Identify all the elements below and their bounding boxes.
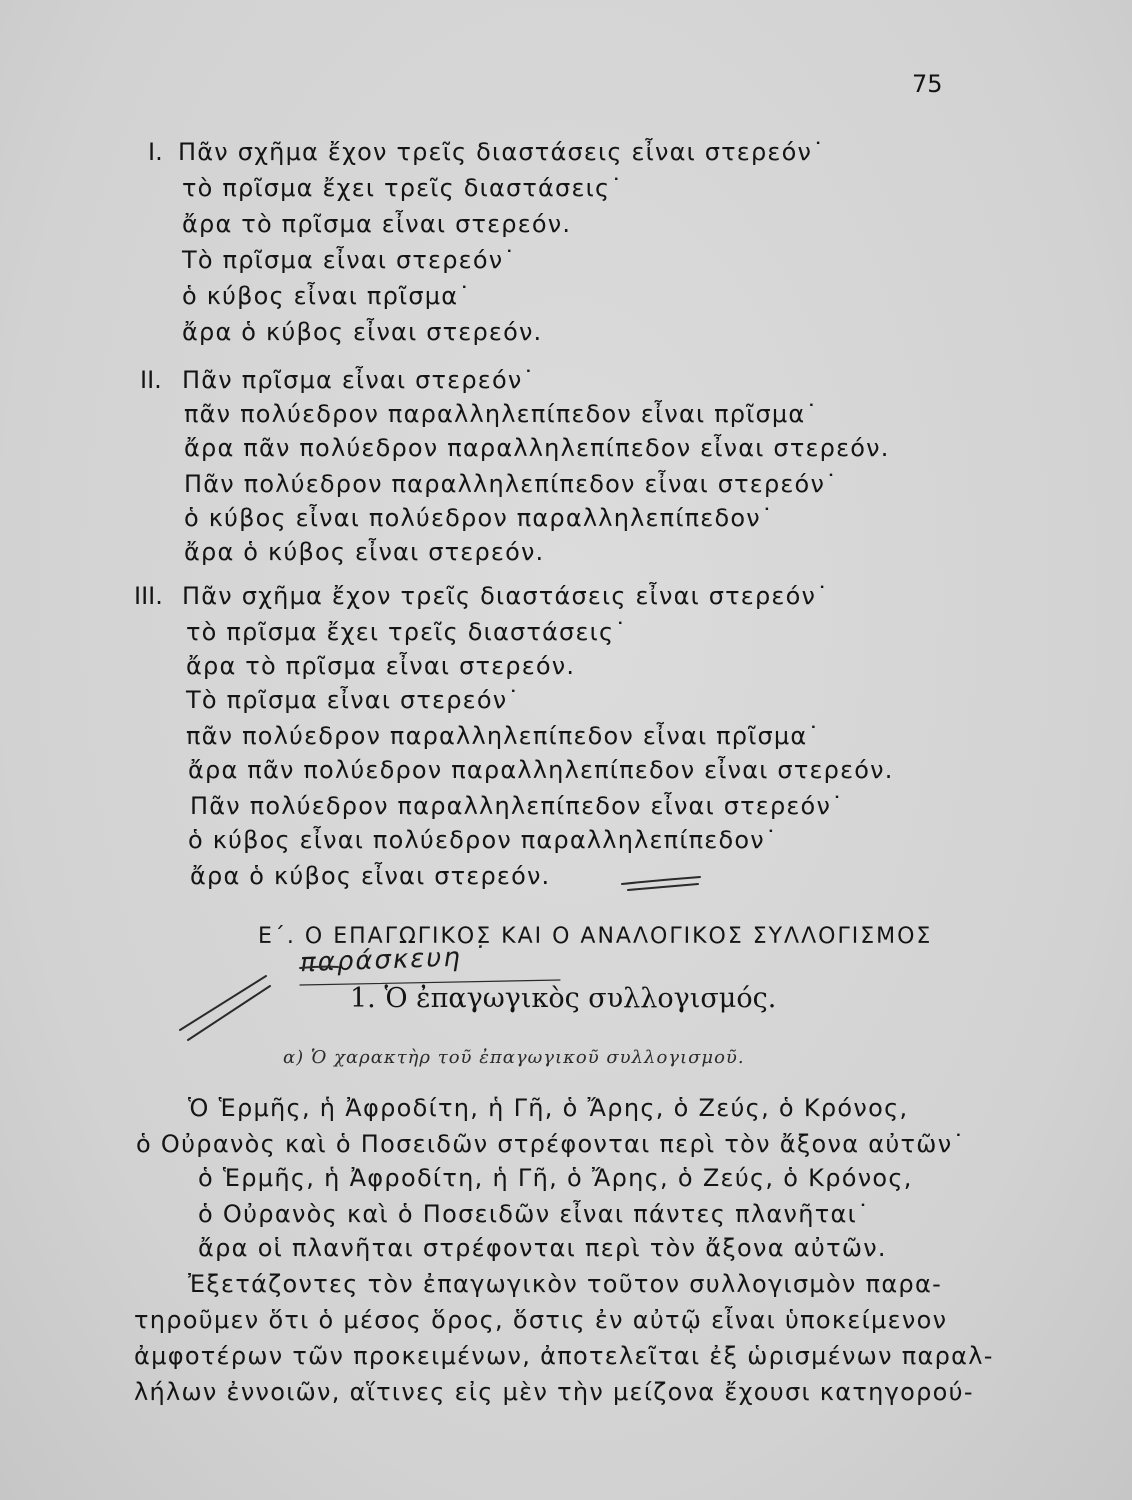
body-line: λήλων ἐννοιῶν, αἵτινες εἰς μὲν τὴν μείζονα ἔχουσι κατηγορού-: [134, 1378, 974, 1406]
syllogism-line: Πᾶν πολύεδρον παραλληλεπίπεδον εἶναι στερεόν˙: [190, 792, 845, 820]
syllogism-line: ἄρα πᾶν πολύεδρον παραλληλεπίπεδον εἶναι στερεόν.: [188, 756, 894, 784]
body-line: ἄρα οἱ πλανῆται στρέφονται περὶ τὸν ἄξονα αὐτῶν.: [198, 1234, 887, 1262]
pen-underline-mark: [628, 884, 698, 890]
syllogism-line: ἄρα πᾶν πολύεδρον παραλληλεπίπεδον εἶναι στερεόν.: [184, 434, 890, 462]
page-number: 75: [912, 70, 943, 98]
pen-slash-mark: [188, 986, 270, 1040]
example-label: I.: [148, 138, 163, 166]
body-line: ἀμφοτέρων τῶν προκειμένων, ἀποτελεῖται ἐξ ὡρισμένων παραλ-: [134, 1342, 994, 1370]
syllogism-line: ἄρα τὸ πρῖσμα εἶναι στερεόν.: [186, 652, 576, 680]
syllogism-line: ὁ κύβος εἶναι πρῖσμα˙: [182, 282, 472, 310]
syllogism-line: ὁ κύβος εἶναι πολύεδρον παραλληλεπίπεδον˙: [188, 826, 779, 854]
pen-underline-mark: [300, 967, 338, 968]
syllogism-line: Τὸ πρῖσμα εἶναι στερεόν˙: [186, 686, 521, 714]
example-label: III.: [134, 582, 163, 610]
body-line: τηροῦμεν ὅτι ὁ μέσος ὅρος, ὅστις ἐν αὐτῷ εἶναι ὑποκείμενον: [134, 1306, 948, 1334]
syllogism-line: πᾶν πολύεδρον παραλληλεπίπεδον εἶναι πρῖσμα˙: [186, 722, 821, 750]
syllogism-line: Πᾶν σχῆμα ἔχον τρεῖς διαστάσεις εἶναι στερεόν˙: [178, 138, 826, 166]
subsubsection-title: α) Ὁ χαρακτὴρ τοῦ ἐπαγωγικοῦ συλλογισμοῦ.: [283, 1047, 745, 1068]
body-line: ὁ Ἑρμῆς, ἡ Ἀφροδίτη, ἡ Γῆ, ὁ Ἄρης, ὁ Ζεύς, ὁ Κρόνος,: [198, 1164, 913, 1192]
pen-slash-mark: [180, 976, 266, 1030]
syllogism-line: ἄρα ὁ κύβος εἶναι στερεόν.: [184, 538, 545, 566]
syllogism-line: τὸ πρῖσμα ἔχει τρεῖς διαστάσεις˙: [182, 174, 624, 202]
syllogism-line: Πᾶν πολύεδρον παραλληλεπίπεδον εἶναι στερεόν˙: [184, 470, 839, 498]
section-heading: Ε΄. Ο ΕΠΑΓΩΓΙΚΟΣ ΚΑΙ Ο ΑΝΑΛΟΓΙΚΟΣ ΣΥΛΛΟΓΙΣΜΟΣ: [258, 924, 933, 949]
syllogism-line: τὸ πρῖσμα ἔχει τρεῖς διαστάσεις˙: [186, 618, 628, 646]
syllogism-line: πᾶν πολύεδρον παραλληλεπίπεδον εἶναι πρῖσμα˙: [184, 400, 819, 428]
syllogism-line: ἄρα ὁ κύβος εἶναι στερεόν.: [182, 318, 543, 346]
subsection-title: 1. Ὁ ἐπαγωγικὸς συλλογισμός.: [350, 983, 777, 1014]
syllogism-line: Πᾶν σχῆμα ἔχον τρεῖς διαστάσεις εἶναι στερεόν˙: [182, 582, 830, 610]
body-line: Ὁ Ἑρμῆς, ἡ Ἀφροδίτη, ἡ Γῆ, ὁ Ἄρης, ὁ Ζεύς, ὁ Κρόνος,: [188, 1094, 909, 1122]
pen-underline-mark: [622, 877, 700, 884]
syllogism-line: ἄρα τὸ πρῖσμα εἶναι στερεόν.: [182, 210, 572, 238]
syllogism-line: Πᾶν πρῖσμα εἶναι στερεόν˙: [182, 366, 536, 394]
example-label: II.: [140, 366, 162, 394]
handwritten-note: παράσκευη ˙: [299, 941, 488, 979]
pen-underline-mark: [300, 980, 560, 985]
body-line: Ἐξετάζοντες τὸν ἐπαγωγικὸν τοῦτον συλλογισμὸν παρα-: [188, 1270, 943, 1298]
syllogism-line: Τὸ πρῖσμα εἶναι στερεόν˙: [182, 246, 517, 274]
body-line: ὁ Οὐρανὸς καὶ ὁ Ποσειδῶν στρέφονται περὶ τὸν ἄξονα αὐτῶν˙: [136, 1130, 966, 1158]
syllogism-line: ὁ κύβος εἶναι πολύεδρον παραλληλεπίπεδον˙: [184, 504, 775, 532]
body-line: ὁ Οὐρανὸς καὶ ὁ Ποσειδῶν εἶναι πάντες πλανῆται˙: [198, 1200, 871, 1228]
syllogism-line: ἄρα ὁ κύβος εἶναι στερεόν.: [190, 862, 551, 890]
